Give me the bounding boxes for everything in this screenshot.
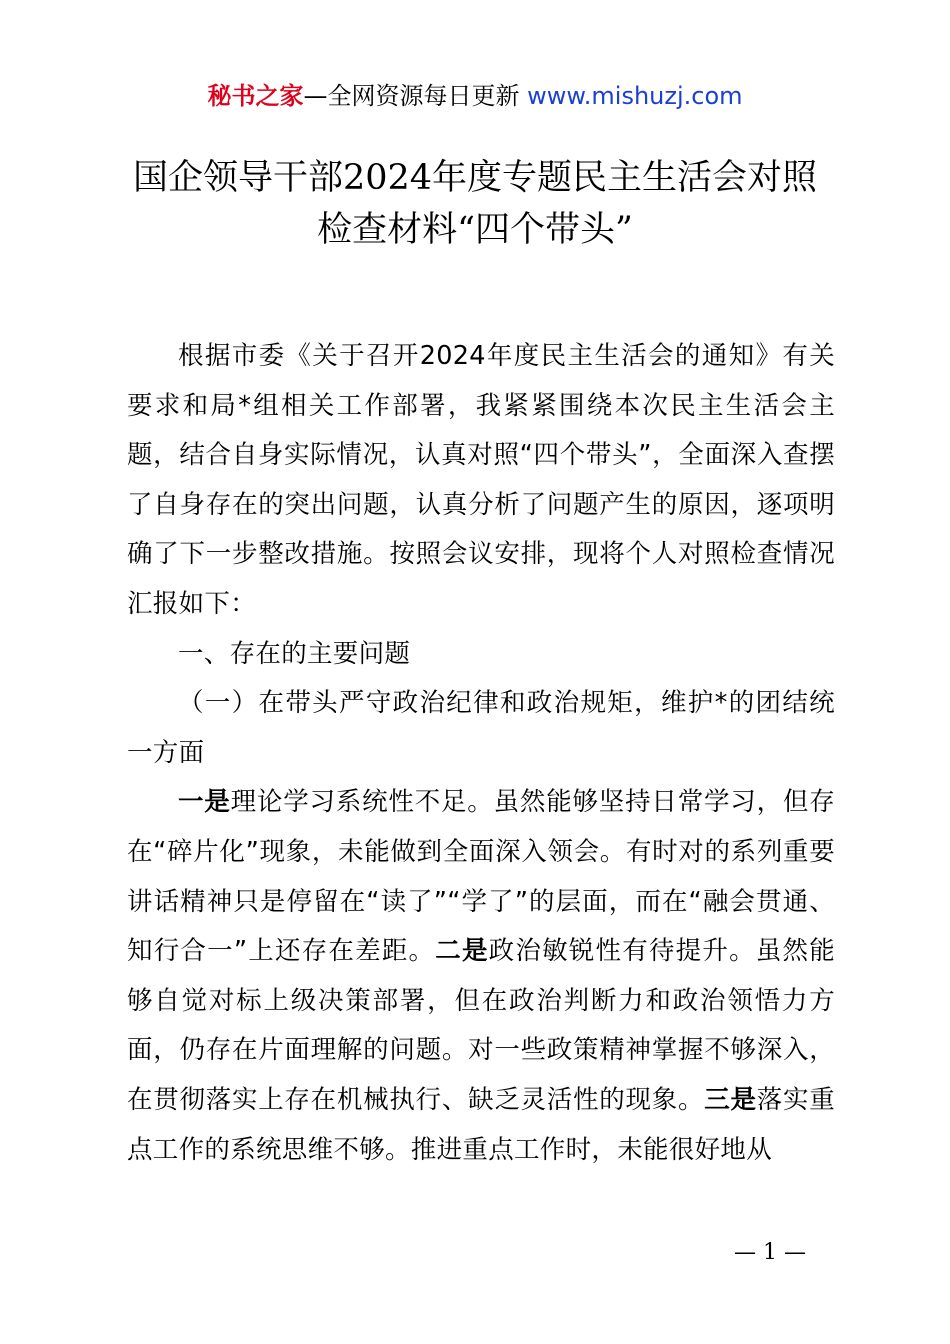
document-body <box>127 332 835 1175</box>
point-3-text: 落实重点工作的系统思维不够。推进重点工作时，未能很好地从 <box>127 1084 835 1165</box>
brand-name: 秘书之家 <box>207 82 304 110</box>
site-url-link[interactable]: www.mishuzj.com <box>527 82 743 110</box>
page-number: — 1 — <box>734 1240 806 1265</box>
subsection-heading: （一）在带头严守政治纪律和政治规矩，维护*的团结统一方面 <box>127 688 835 768</box>
title-line-2: 检查材料“四个带头” <box>317 210 633 250</box>
document-title <box>60 152 890 256</box>
point-3-label: 三是 <box>704 1084 757 1115</box>
point-1-label: 一是 <box>178 787 231 818</box>
point-2-text: 政治敏锐性有待提升。虽然能够自觉对标上级决策部署，但在政治判断力和政治领悟力方面，仍存在片面理解的问题。对一些政策精神掌握不够深入，在贯彻落实上存在机械执行、缺乏灵活性的现象。 <box>127 936 835 1115</box>
banner-tagline: —全网资源每日更新 <box>303 82 528 110</box>
point-2-label: 二是 <box>435 936 489 967</box>
intro-paragraph: 根据市委《关于召开2024年度民主生活会的通知》有关要求和局*组相关工作部署，我紧紧围绕本次民主生活会主题，结合自身实际情况，认真对照“四个带头”，全面深入查摆了自身存在的突出问题，认真分析了问题产生的原因，逐项明确了下一步整改措施。按照会议安排，现将个人对照检查情况汇报如下： <box>127 341 835 619</box>
point-1-text: 理论学习系统性不足。虽然能够坚持日常学习，但存在“碎片化”现象，未能做到全面深入领会。有时对的系列重要讲话精神只是停留在“读了”“学了”的层面，而在“融会贯通、知行合一”上还存在差距。 <box>127 787 835 967</box>
title-line-1: 国企领导干部2024年度专题民主生活会对照 <box>132 158 818 198</box>
section-heading: 一、存在的主要问题 <box>178 638 411 669</box>
issues-paragraph <box>127 778 835 1175</box>
site-banner <box>0 78 950 114</box>
